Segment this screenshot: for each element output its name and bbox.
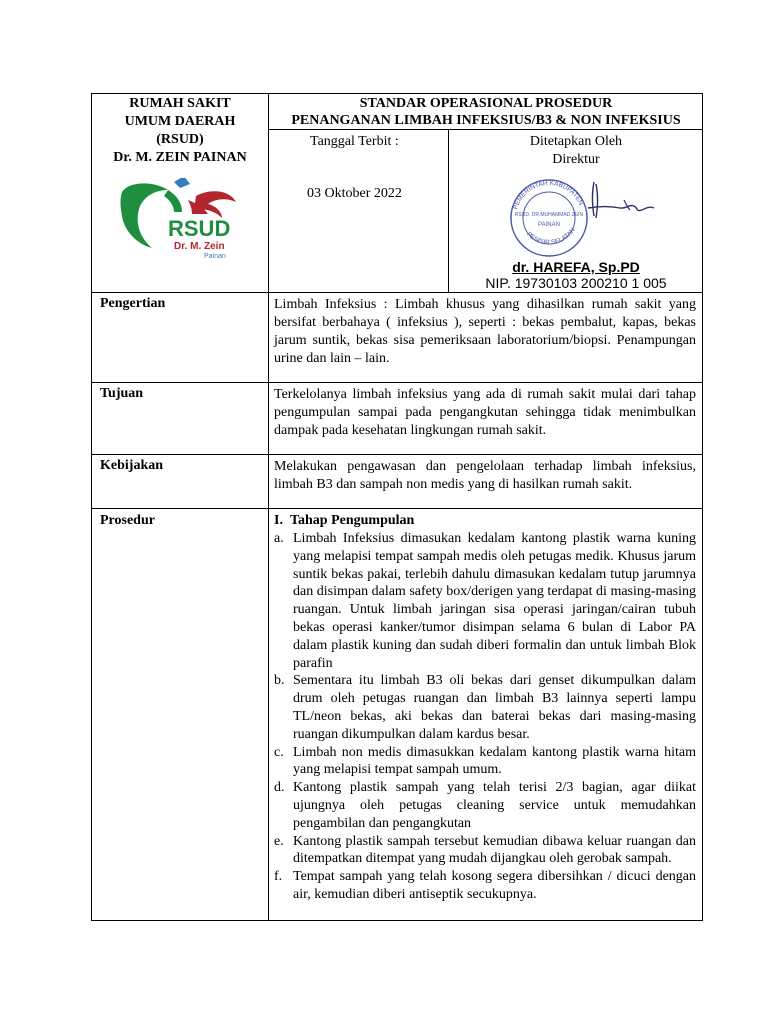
title-line: STANDAR OPERASIONAL PROSEDUR xyxy=(359,96,613,111)
list-marker: a. xyxy=(274,531,284,546)
institution-line: RUMAH SAKIT xyxy=(129,96,231,111)
prosedur-heading-text: Tahap Pengumpulan xyxy=(289,513,415,528)
prosedur-heading-marker: I. xyxy=(274,513,283,528)
logo-subtitle: Dr. M. Zein xyxy=(174,241,225,252)
section-text-pengertian xyxy=(274,296,696,368)
list-marker: f. xyxy=(274,869,283,885)
list-item xyxy=(274,672,696,743)
institution-line: Dr. M. ZEIN PAINAN xyxy=(113,150,247,165)
list-item-text: Tempat sampah yang telah kosong segera dibersihkan / dicuci dengan air, kemudian diberi antiseptik secukupnya. xyxy=(293,869,696,902)
rsud-logo-mark xyxy=(118,178,238,266)
signer-name: dr. HAREFA, Sp.PD xyxy=(512,259,640,275)
list-item xyxy=(274,530,696,672)
signature-mark xyxy=(580,178,660,234)
date-value: 03 Oktober 2022 xyxy=(307,186,402,201)
section-label-pengertian: Pengertian xyxy=(100,296,166,311)
svg-text:PEMERINTAH KABUPATEN xyxy=(512,180,584,210)
list-item-text: Kantong plastik sampah tersebut kemudian dibawa keluar ruangan dan ditempatkan ditempat yang mudah dijangkau oleh gerobak sampah. xyxy=(293,833,696,867)
list-item xyxy=(274,744,696,780)
list-marker: d. xyxy=(274,780,285,796)
date-label: Tanggal Terbit : xyxy=(310,134,399,149)
pengertian-text: Limbah Infeksius : Limbah khusus yang dihasilkan rumah sakit yang bersifat berbahaya ( infeksius ), seperti : bekas pembalut, kapas, bekas jarum suntik, bekas sisa pemeriksaan laboratorium/biopsi. Penampungan urine dan lain – lain. xyxy=(274,297,696,366)
svg-text:PESISIR SELATAN xyxy=(525,226,577,246)
col-divider xyxy=(268,94,269,920)
header-title-divider xyxy=(268,129,703,130)
list-marker: c. xyxy=(274,744,284,760)
approved-label: Ditetapkan Oleh xyxy=(529,134,623,149)
section-text-kebijakan xyxy=(274,458,696,494)
stamp-ring-top: PEMERINTAH KABUPATEN xyxy=(512,179,585,211)
stamp-center-line2: PAINAN xyxy=(538,222,560,228)
institution-name xyxy=(92,95,268,167)
stamp-center-line1: RSUD. DR.MUHAMMAD ZEIN xyxy=(514,212,584,218)
stamp-ring-bottom: PESISIR SELATAN xyxy=(525,226,577,247)
signer-nip: NIP. 19730103 200210 1 005 xyxy=(485,275,667,291)
sop-document xyxy=(91,93,703,921)
institution-line: (RSUD) xyxy=(156,132,204,147)
section-label-kebijakan: Kebijakan xyxy=(100,458,164,473)
row-divider-kebijakan xyxy=(92,508,703,509)
logo-place: Painan xyxy=(204,253,226,260)
prosedur-list xyxy=(274,530,696,904)
document-title xyxy=(269,95,703,129)
list-item-text: Sementara itu limbah B3 oli bekas dari genset dikumpulkan dalam drum oleh petugas ruangan dan limbah B3 lainnya seperti lampu TL/neon bekas, aki bekas dan baterai bekas dari masing-masing ruangan dikumpulkan dalam kardus besar. xyxy=(293,673,696,742)
approved-role: Direktur xyxy=(552,152,600,167)
list-item xyxy=(274,779,696,832)
section-label-prosedur: Prosedur xyxy=(100,513,155,528)
prosedur-heading xyxy=(274,513,414,529)
list-marker: e. xyxy=(274,833,284,849)
logo-text: RSUD xyxy=(168,216,231,241)
list-marker: b. xyxy=(274,673,285,689)
row-divider-header xyxy=(92,292,703,293)
rsud-logo xyxy=(118,178,238,266)
list-item-text: Limbah Infeksius dimasukan kedalam kantong plastik warna kuning yang melapisi tempat sampah medis oleh petugas medik. Khusus jarum suntik bekas pakai, terlebih dahulu dimasukan kedalam tutup jarumnya dan disimpan dalam safety box/derigen yang terdapat di masing-masing ruangan. Untuk limbah jaringan sisa operasi jaringan/cairan tubuh bekas operasi kanker/tumor disimpan selama 6 bulan di Labor PA dalam plastik kuning dan sudah diberi formalin dan untuk limbah Blok parafin xyxy=(293,531,696,671)
list-item-text: Limbah non medis dimasukkan kedalam kantong plastik warna hitam yang melapisi tempat sampah umum. xyxy=(293,744,696,778)
kebijakan-text: Melakukan pengawasan dan pengelolaan terhadap limbah infeksius, limbah B3 dan sampah non medis yang di hasilkan rumah sakit. xyxy=(274,459,696,492)
section-label-tujuan: Tujuan xyxy=(100,386,144,401)
tujuan-text: Terkelolanya limbah infeksius yang ada di rumah sakit mulai dari tahap pengumpulan sampai pada pengangkutan sehingga tidak menimbulkan dampak pada kesehatan lingkungan rumah sakit. xyxy=(274,387,696,438)
row-divider-pengertian xyxy=(92,382,703,383)
list-item-text: Kantong plastik sampah yang telah terisi 2/3 bagian, agar diikat ujungnya oleh petugas cleaning service untuk memudahkan pengambilan dan pengangkutan xyxy=(293,780,696,831)
section-text-tujuan xyxy=(274,386,696,440)
signature xyxy=(580,178,660,234)
row-divider-tujuan xyxy=(92,454,703,455)
title-line: PENANGANAN LIMBAH INFEKSIUS/B3 & NON INFEKSIUS xyxy=(291,113,681,128)
institution-line: UMUM DAERAH xyxy=(124,114,236,129)
list-item xyxy=(274,868,696,904)
list-item xyxy=(274,833,696,869)
